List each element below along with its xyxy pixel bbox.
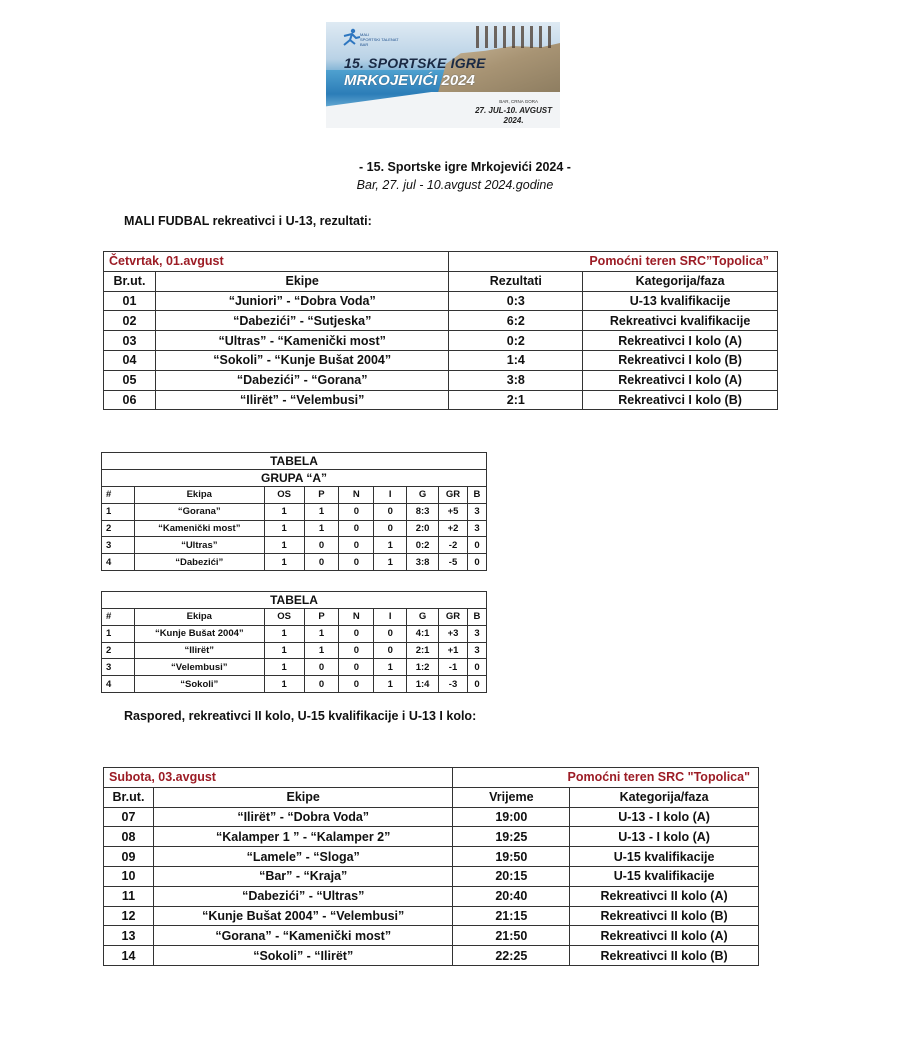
rank: 3: [102, 537, 135, 554]
table-row: [102, 520, 487, 537]
table-row: [104, 350, 778, 370]
drawn: 0: [339, 554, 374, 571]
goal-diff: -1: [439, 659, 468, 676]
match-teams: “Kunje Bušat 2004” - “Velembusi”: [153, 906, 453, 926]
col-header-goals: G: [407, 609, 439, 626]
col-header-no: Br.ut.: [104, 787, 154, 807]
points: 0: [467, 676, 486, 693]
match-time: 19:50: [453, 847, 570, 867]
won: 1: [304, 642, 339, 659]
rank: 2: [102, 642, 135, 659]
col-header-goals: G: [407, 487, 439, 504]
match-time: 22:25: [453, 946, 570, 966]
col-header-teams: Ekipe: [155, 271, 449, 291]
table-row: [102, 659, 487, 676]
match-category: U-13 kvalifikacije: [583, 291, 778, 311]
results-venue: Pomoćni teren SRC”Topolica”: [449, 252, 778, 272]
goals: 2:0: [407, 520, 439, 537]
drawn: 0: [339, 676, 374, 693]
schedule-table: [103, 767, 759, 966]
points: 3: [467, 642, 486, 659]
played: 1: [264, 520, 304, 537]
col-header-played: OS: [264, 487, 304, 504]
match-category: Rekreativci I kolo (B): [583, 390, 778, 410]
table-row: [102, 503, 487, 520]
rank: 4: [102, 554, 135, 571]
points: 0: [467, 659, 486, 676]
match-teams: “Kalamper 1 ” - “Kalamper 2”: [153, 827, 453, 847]
table-row: [104, 807, 759, 827]
team: “Ultras”: [134, 537, 264, 554]
match-result: 0:2: [449, 331, 583, 351]
standings-a-title: TABELA: [102, 453, 487, 470]
banner-location: BAR, CRNA GORA: [499, 99, 538, 104]
event-banner: [326, 22, 560, 128]
match-no: 14: [104, 946, 154, 966]
match-time: 21:50: [453, 926, 570, 946]
standings-b-title: TABELA: [102, 592, 487, 609]
table-row: [104, 370, 778, 390]
goal-diff: +1: [439, 642, 468, 659]
match-time: 20:40: [453, 886, 570, 906]
banner-title-line-2: MRKOJEVIĆI 2024: [344, 72, 475, 89]
col-header-no: Br.ut.: [104, 271, 156, 291]
banner-dates-line-1: 27. JUL-10. AVGUST: [475, 106, 552, 115]
goal-diff: +2: [439, 520, 468, 537]
match-category: Rekreativci II kolo (B): [570, 946, 759, 966]
col-header-points: B: [467, 487, 486, 504]
goal-diff: -2: [439, 537, 468, 554]
match-teams: “Dabezići” - “Gorana”: [155, 370, 449, 390]
match-no: 11: [104, 886, 154, 906]
runner-logo-icon: [340, 28, 362, 46]
table-row: [102, 625, 487, 642]
match-teams: “Dabezići” - “Ultras”: [153, 886, 453, 906]
rank: 3: [102, 659, 135, 676]
table-row: [102, 676, 487, 693]
col-header-points: B: [467, 609, 486, 626]
match-result: 0:3: [449, 291, 583, 311]
match-result: 6:2: [449, 311, 583, 331]
team: “Gorana”: [134, 503, 264, 520]
lost: 0: [374, 503, 407, 520]
table-row: [104, 331, 778, 351]
banner-dates: [475, 106, 552, 126]
col-header-goal-diff: GR: [439, 487, 468, 504]
table-row: [104, 827, 759, 847]
points: 3: [467, 520, 486, 537]
col-header-result: Rezultati: [449, 271, 583, 291]
col-header-lost: I: [374, 609, 407, 626]
results-table: [103, 251, 778, 410]
match-teams: “Sokoli” - “Kunje Bušat 2004”: [155, 350, 449, 370]
rank: 1: [102, 625, 135, 642]
match-no: 08: [104, 827, 154, 847]
col-header-played: OS: [264, 609, 304, 626]
match-teams: “Juniori” - “Dobra Voda”: [155, 291, 449, 311]
match-no: 12: [104, 906, 154, 926]
goals: 1:2: [407, 659, 439, 676]
table-row: [102, 642, 487, 659]
results-day: Četvrtak, 01.avgust: [104, 252, 449, 272]
match-result: 1:4: [449, 350, 583, 370]
rank: 1: [102, 503, 135, 520]
banner-title-line-1: 15. SPORTSKE IGRE: [344, 55, 486, 71]
rank: 4: [102, 676, 135, 693]
banner-people: [476, 26, 556, 48]
goals: 2:1: [407, 642, 439, 659]
lost: 1: [374, 554, 407, 571]
won: 0: [304, 537, 339, 554]
logo-line-1: MALI: [360, 32, 370, 37]
lost: 0: [374, 625, 407, 642]
match-time: 19:25: [453, 827, 570, 847]
drawn: 0: [339, 642, 374, 659]
match-category: Rekreativci II kolo (A): [570, 886, 759, 906]
drawn: 0: [339, 659, 374, 676]
match-category: U-13 - I kolo (A): [570, 807, 759, 827]
drawn: 0: [339, 625, 374, 642]
table-row: [104, 886, 759, 906]
col-header-team: Ekipa: [134, 609, 264, 626]
match-teams: “Ultras” - “Kamenički most”: [155, 331, 449, 351]
col-header-rank: #: [102, 609, 135, 626]
team: “Kamenički most”: [134, 520, 264, 537]
goals: 4:1: [407, 625, 439, 642]
match-category: U-15 kvalifikacije: [570, 866, 759, 886]
match-category: Rekreativci kvalifikacije: [583, 311, 778, 331]
match-no: 10: [104, 866, 154, 886]
points: 0: [467, 537, 486, 554]
goals: 1:4: [407, 676, 439, 693]
table-row: [104, 946, 759, 966]
match-teams: “Ilirët” - “Dobra Voda”: [153, 807, 453, 827]
schedule-venue: Pomoćni teren SRC "Topolica": [453, 768, 759, 788]
table-row: [104, 390, 778, 410]
won: 1: [304, 625, 339, 642]
match-category: Rekreativci II kolo (B): [570, 906, 759, 926]
standings-table-group-a: [101, 452, 487, 571]
schedule-day-row: [104, 768, 759, 788]
played: 1: [264, 625, 304, 642]
col-header-teams: Ekipe: [153, 787, 453, 807]
schedule-day: Subota, 03.avgust: [104, 768, 453, 788]
won: 0: [304, 659, 339, 676]
match-category: Rekreativci II kolo (A): [570, 926, 759, 946]
team: “Kunje Bušat 2004”: [134, 625, 264, 642]
match-no: 01: [104, 291, 156, 311]
table-row: [104, 847, 759, 867]
table-row: [104, 906, 759, 926]
schedule-header-row: [104, 787, 759, 807]
lost: 1: [374, 659, 407, 676]
col-header-category: Kategorija/faza: [583, 271, 778, 291]
match-teams: “Dabezići” - “Sutjeska”: [155, 311, 449, 331]
standings-table-group-b: [101, 591, 487, 693]
goal-diff: +3: [439, 625, 468, 642]
drawn: 0: [339, 520, 374, 537]
played: 1: [264, 676, 304, 693]
match-time: 21:15: [453, 906, 570, 926]
schedule-section-title: Raspored, rekreativci II kolo, U-15 kvalifikacije i U-13 I kolo:: [124, 709, 477, 723]
points: 3: [467, 503, 486, 520]
match-category: Rekreativci I kolo (A): [583, 331, 778, 351]
col-header-drawn: N: [339, 487, 374, 504]
match-no: 09: [104, 847, 154, 867]
logo-line-2: SPORTSKI TALENAT: [360, 37, 399, 42]
drawn: 0: [339, 503, 374, 520]
match-teams: “Bar” - “Kraja”: [153, 866, 453, 886]
match-teams: “Lamele” - “Sloga”: [153, 847, 453, 867]
match-no: 06: [104, 390, 156, 410]
standings-a-group: GRUPA “A”: [102, 470, 487, 487]
results-header-row: [104, 271, 778, 291]
points: 0: [467, 554, 486, 571]
table-row: [104, 866, 759, 886]
banner-dates-line-2: 2024.: [503, 116, 524, 125]
document-title: - 15. Sportske igre Mrkojevići 2024 -: [359, 160, 571, 174]
col-header-won: P: [304, 487, 339, 504]
table-row: [104, 291, 778, 311]
points: 3: [467, 625, 486, 642]
goal-diff: -5: [439, 554, 468, 571]
won: 0: [304, 676, 339, 693]
match-result: 2:1: [449, 390, 583, 410]
match-time: 20:15: [453, 866, 570, 886]
match-teams: “Gorana” - “Kamenički most”: [153, 926, 453, 946]
team: “Velembusi”: [134, 659, 264, 676]
match-teams: “Ilirët” - “Velembusi”: [155, 390, 449, 410]
table-row: [104, 311, 778, 331]
lost: 1: [374, 537, 407, 554]
table-row: [102, 537, 487, 554]
lost: 1: [374, 676, 407, 693]
match-category: Rekreativci I kolo (B): [583, 350, 778, 370]
team: “Dabezići”: [134, 554, 264, 571]
match-no: 07: [104, 807, 154, 827]
match-no: 03: [104, 331, 156, 351]
team: “Sokoli”: [134, 676, 264, 693]
won: 0: [304, 554, 339, 571]
played: 1: [264, 659, 304, 676]
col-header-won: P: [304, 609, 339, 626]
standings-a-header-row: [102, 487, 487, 504]
match-category: Rekreativci I kolo (A): [583, 370, 778, 390]
col-header-drawn: N: [339, 609, 374, 626]
match-no: 04: [104, 350, 156, 370]
col-header-team: Ekipa: [134, 487, 264, 504]
match-no: 05: [104, 370, 156, 390]
banner-logo-text: [360, 32, 399, 47]
lost: 0: [374, 642, 407, 659]
table-row: [102, 554, 487, 571]
match-no: 02: [104, 311, 156, 331]
team: “Ilirët”: [134, 642, 264, 659]
col-header-time: Vrijeme: [453, 787, 570, 807]
document-subtitle: Bar, 27. jul - 10.avgust 2024.godine: [356, 178, 554, 192]
rank: 2: [102, 520, 135, 537]
logo-line-3: BAR: [360, 42, 369, 47]
goal-diff: -3: [439, 676, 468, 693]
goals: 3:8: [407, 554, 439, 571]
results-section-title: MALI FUDBAL rekreativci i U-13, rezultati:: [124, 214, 372, 228]
goals: 0:2: [407, 537, 439, 554]
lost: 0: [374, 520, 407, 537]
col-header-rank: #: [102, 487, 135, 504]
col-header-goal-diff: GR: [439, 609, 468, 626]
won: 1: [304, 503, 339, 520]
played: 1: [264, 537, 304, 554]
results-day-row: [104, 252, 778, 272]
match-result: 3:8: [449, 370, 583, 390]
goals: 8:3: [407, 503, 439, 520]
col-header-category: Kategorija/faza: [570, 787, 759, 807]
match-category: U-15 kvalifikacije: [570, 847, 759, 867]
standings-b-header-row: [102, 609, 487, 626]
col-header-lost: I: [374, 487, 407, 504]
match-category: U-13 - I kolo (A): [570, 827, 759, 847]
played: 1: [264, 503, 304, 520]
match-no: 13: [104, 926, 154, 946]
goal-diff: +5: [439, 503, 468, 520]
match-teams: “Sokoli” - “Ilirët”: [153, 946, 453, 966]
table-row: [104, 926, 759, 946]
drawn: 0: [339, 537, 374, 554]
won: 1: [304, 520, 339, 537]
match-time: 19:00: [453, 807, 570, 827]
played: 1: [264, 642, 304, 659]
played: 1: [264, 554, 304, 571]
